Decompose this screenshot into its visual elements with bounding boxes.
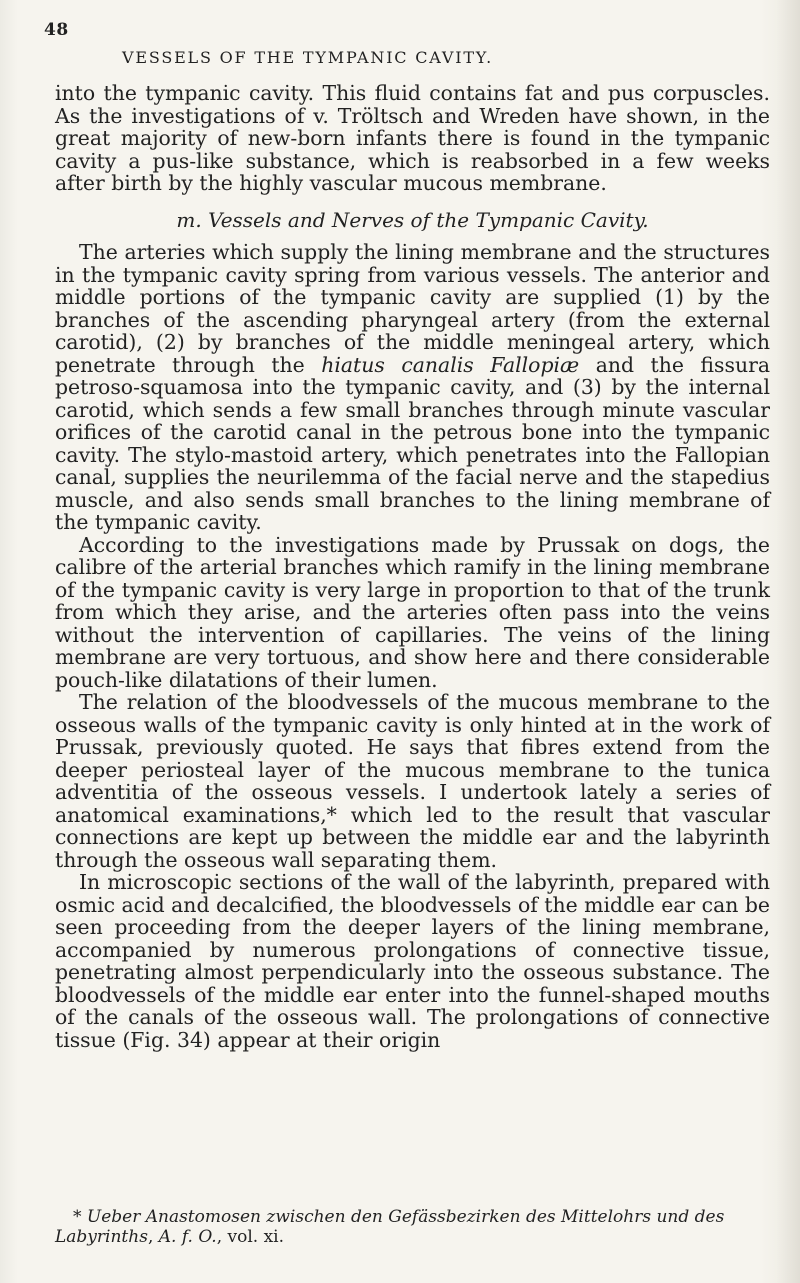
- paragraph-microscopic: In microscopic sections of the wall of the labyrinth, prepared with osmic acid and decalcified, the bloodvessels of the middle ear can be seen proceeding from the deeper layers of the lining membrane, accompanied by numerous prolongations of connective tissue, penetrating almost perpendicularly into the osseous substance. The bloodvessels of the middle ear enter into the funnel-shaped mouths of the canals of the osseous wall. The prolongations of connective tissue (Fig. 34) appear at their origin: [55, 870, 770, 1052]
- footnote-volume: , vol. xi.: [216, 1227, 285, 1247]
- running-head: VESSELS OF THE TYMPANIC CAVITY.: [122, 48, 493, 67]
- page-header: [44, 14, 764, 67]
- footnote-text: [55, 1207, 770, 1247]
- page-number: 48: [44, 20, 69, 40]
- paragraph-prussak: According to the investigations made by Prussak on dogs, the calibre of the arterial branches which ramify in the lining membrane of the tympanic cavity is very large in proportion to that of the trunk from which they arise, and the arteries often pass into the veins without the intervention of capillaries. The veins of the lining membrane are very tortuous, and show here and there considerable pouch-like dilatations of their lumen.: [55, 532, 770, 692]
- paragraph-intro: into the tympanic cavity. This fluid contains fat and pus corpuscles. As the investigations of v. Tröltsch and Wreden have shown, in the great majority of new-born infants there is found in the tympanic cavity a pus-like substance, which is reabsorbed in a few weeks after birth by the highly vascular mucous membrane.: [55, 81, 770, 195]
- paragraph-relation: The relation of the bloodvessels of the mucous membrane to the osseous walls of the tympanic cavity is only hinted at in the work of Prussak, previously quoted. He says that fibres extend from the deeper periosteal layer of the mucous membrane to the tunica adventitia of the osseous vessels. I undertook lately a series of anatomical examinations,* which led to the result that vascular connections are kept up between the middle ear and the labyrinth through the osseous wall separating them.: [55, 690, 770, 872]
- footnote-title: Ueber Anastomosen zwischen den Gefässbezirken des Mittelohrs und des Labyrinths: [55, 1207, 725, 1247]
- paragraph-arteries-part1: The arteries which supply the lining membrane and the structures in the tympanic cavity spring from various vessels. The anterior and middle portions of the tympanic cavity are supplied (1) by the branches of the ascending pharyngeal artery (from the external carotid), (2) by branches of the middle meningeal artery, which penetrate through the: [55, 240, 770, 377]
- paragraph-arteries-part2: and the fissura petroso-squamosa into the tympanic cavity, and (3) by the internal carotid, which sends a few small branches through minute vascular orifices of the carotid canal in the petrous bone into the tympanic cavity. The stylo-mastoid artery, which penetrates into the Fallopian canal, supplies the neurilemma of the facial nerve and the stapedius muscle, and also sends small branches to the lining membrane of the tympanic cavity.: [55, 352, 771, 534]
- hiatus-canalis-term: hiatus canalis Fallopiæ: [321, 352, 580, 377]
- paragraph-arteries: [55, 241, 770, 534]
- footnote: [55, 1207, 770, 1247]
- footnote-separator: ,: [147, 1227, 159, 1247]
- page-edge-shadow: [776, 0, 800, 1283]
- footnote-journal: A. f. O.: [158, 1227, 217, 1247]
- body-text: [55, 82, 770, 1051]
- footnote-marker: *: [73, 1207, 87, 1227]
- section-heading: m. Vessels and Nerves of the Tympanic Cavity.: [176, 207, 649, 232]
